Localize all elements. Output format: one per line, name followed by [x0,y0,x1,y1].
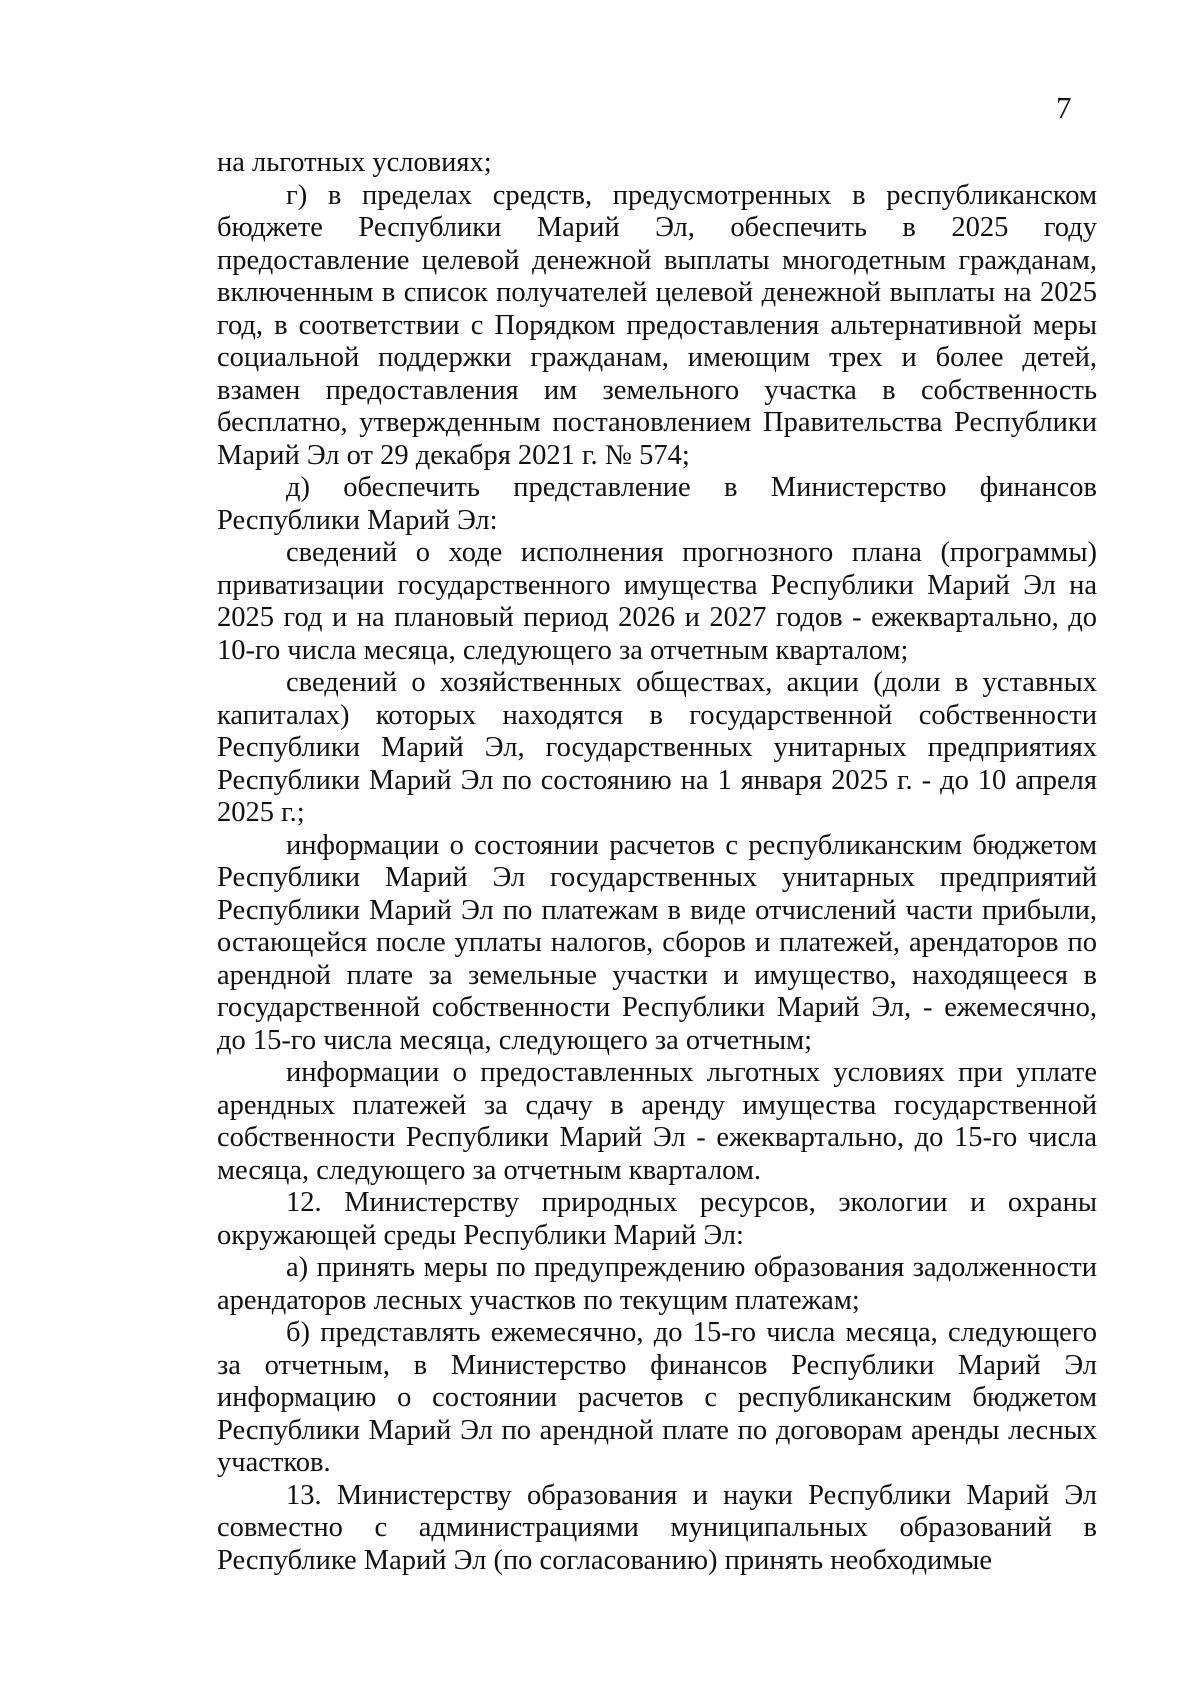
paragraph-section-12: 12. Министерству природных ресурсов, экологии и охраны окружающей среды Республики Марий Эл: [217,1187,1097,1251]
paragraph-continuation: на льготных условиях; [217,147,492,178]
paragraph-benefits-info: информации о предоставленных льготных условиях при уплате арендных платежей за сдачу в аренду имущества государственной собственности Республики Марий Эл - ежеквартально, до 15-го числа месяца, следующего за отчетным кварталом. [217,1057,1097,1186]
paragraph-item-g: г) в пределах средств, предусмотренных в республиканском бюджете Республики Марий Эл, обеспечить в 2025 году предоставление целевой денежной выплаты многодетным гражданам, включенным в список получателей целевой денежной выплаты на 2025 год, в соответствии с Порядком предоставления альтернативной меры социальной поддержки гражданам, имеющим трех и более детей, взамен предоставления им земельного участка в собственность бесплатно, утвержденным постановлением Правительства Республики Марий Эл от 29 декабря 2021 г. № 574; [217,179,1097,471]
document-body [217,147,1097,1577]
paragraph-companies-info: сведений о хозяйственных обществах, акции (доли в уставных капиталах) которых находятся в государственной собственности Республики Марий Эл, государственных унитарных предприятиях Республики Марий Эл по состоянию на 1 января 2025 г. - до 10 апреля 2025 г.; [217,667,1097,828]
paragraph-section-12-b: б) представлять ежемесячно, до 15-го числа месяца, следующего за отчетным, в Министерство финансов Республики Марий Эл информацию о состоянии расчетов с республиканским бюджетом Республики Марий Эл по арендной плате по договорам аренды лесных участков. [217,1317,1097,1478]
paragraph-settlements-info: информации о состоянии расчетов с республиканским бюджетом Республики Марий Эл государственных унитарных предприятий Республики Марий Эл по платежам в виде отчислений части прибыли, остающейся после уплаты налогов, сборов и платежей, арендаторов по арендной плате за земельные участки и имущество, находящееся в государственной собственности Республики Марий Эл, - ежемесячно, до 15-го числа месяца, следующего за отчетным; [217,829,1097,1056]
page-number: 7 [1056,90,1072,125]
paragraph-section-12-a: а) принять меры по предупреждению образования задолженности арендаторов лесных участков по текущим платежам; [217,1252,1097,1316]
paragraph-privatization-info: сведений о ходе исполнения прогнозного плана (программы) приватизации государственного имущества Республики Марий Эл на 2025 год и на плановый период 2026 и 2027 годов - ежеквартально, до 10-го числа месяца, следующего за отчетным кварталом; [217,537,1097,666]
paragraph-item-d: д) обеспечить представление в Министерство финансов Республики Марий Эл: [217,472,1097,536]
paragraph-section-13: 13. Министерству образования и науки Республики Марий Эл совместно с администрациями муниципальных образований в Республике Марий Эл (по согласованию) принять необходимые [217,1479,1097,1576]
